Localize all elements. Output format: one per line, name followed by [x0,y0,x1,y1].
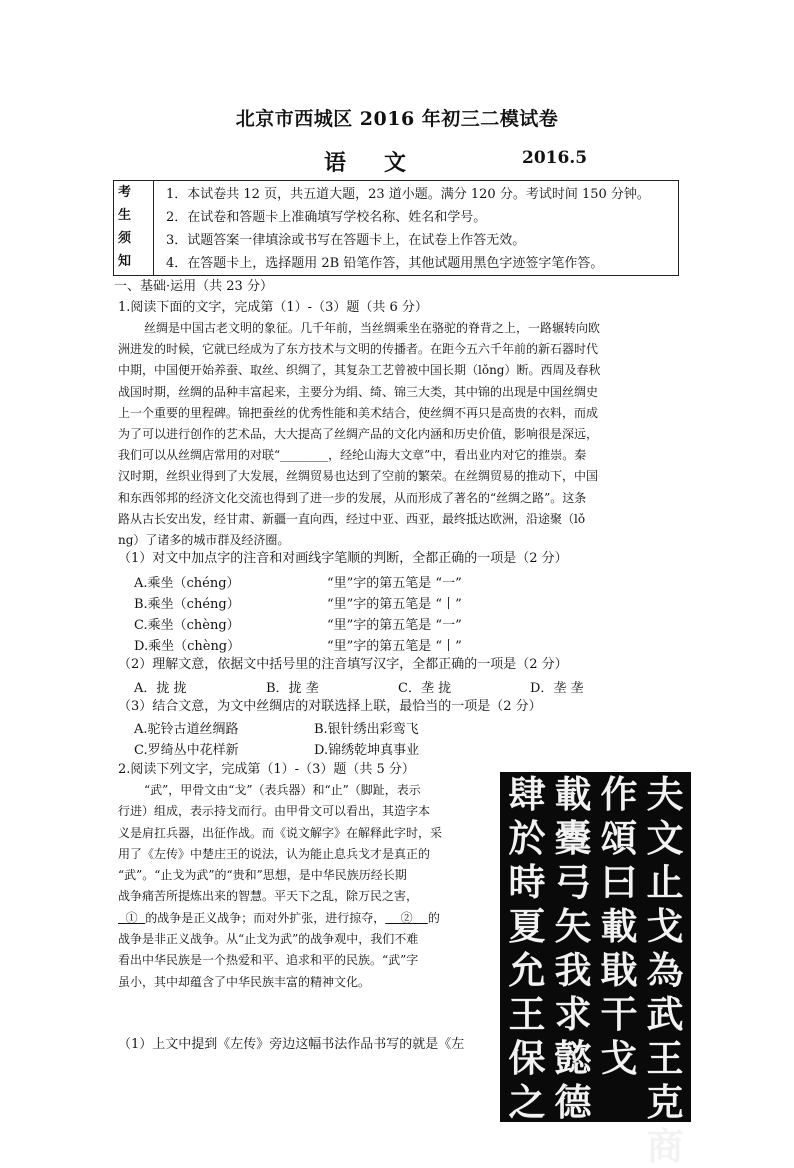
passage-line: 洲进发的时候，它就已经成为了东方技术与文明的传播者。在距今五六千年前的新石器时代 [118,342,599,357]
passage-line: “武”。“止戈为武”的“贵和”思想，是中华民族历经长期 [118,868,407,883]
notice-side-char: 考 [118,185,132,200]
option-c: C.罗绮丛中花样新 [134,743,239,758]
option-b: B．拢 垄 [266,681,319,696]
blank-1 [118,911,145,925]
notice-rule: 1．本试卷共 12 页，共五道大题，23 道小题。满分 120 分。考试时间 150 分钟。 [166,187,650,202]
passage-line: 上一个重要的里程碑。锦把蚕丝的优秀性能和美术结合，使丝绸不再只是高贵的衣料，而成 [118,405,599,420]
exam-date: 2016.5 [522,148,588,168]
option-a: A.乘坐（chéng） [134,576,240,591]
calligraphy-image [500,772,691,1168]
question-1-1: （1）对文中加点字的注音和对画线字笔顺的判断，全都正确的一项是（2 分） [118,551,568,566]
passage-line: 虽小，其中却蕴含了中华民族丰富的精神文化。 [118,974,371,989]
passage-1 [118,318,683,551]
calligraphy-column [504,772,550,1124]
question-2-1: （1）上文中提到《左传》旁边这幅书法作品书写的就是《左 [118,1037,465,1052]
passage-line-blanks: ① 的战争是正义战争；而对外扩张，进行掠夺， ② 的 [118,908,496,929]
blank-2 [385,911,428,925]
option-d: D．垄 垄 [530,681,584,696]
notice-side-char: 须 [118,231,132,246]
option-d: D.乘坐（chèng） [134,639,241,654]
passage-line: 行进）组成，表示持戈而行。由甲骨文可以看出，其造字本 [118,804,431,819]
passage-line: 和东西邻邦的经济文化交流也得到了进一步的发展，从而形成了著名的“丝绸之路”。这条 [118,490,587,505]
passage-line: 汉时期，丝织业得到了大发展，丝绸贸易也达到了空前的繁荣。在丝绸贸易的推动下，中国 [118,469,599,484]
passage-line: 丝绸是中国古老文明的象征。几千年前，当丝绸乘坐在骆驼的脊背之上，一路辗转向欧 [144,321,601,335]
notice-box [113,180,679,276]
passage-line: 战争是非正义战争。从“止戈为武”的战争观中，我们不难 [118,932,419,947]
option-b: B.乘坐（chéng） [134,597,240,612]
question-1-3: （3）结合文意，为文中丝绸店的对联选择上联，最恰当的一项是（2 分） [118,699,542,714]
question-1-2: （2）理解文意，依据文中括号里的注音填写汉字，全都正确的一项是（2 分） [118,657,568,672]
option-d: D.锦绣乾坤真事业 [314,743,420,758]
option-a-stroke: “里”字的第五笔是 “一” [327,576,462,591]
passage-line: 我们可以从丝绸店常用的对联“________，经纶山海大文章”中，看出业内对它的推崇。秦 [118,448,587,463]
option-b: B.银针绣出彩鸾飞 [314,722,419,737]
notice-side-label [114,181,154,275]
notice-side-char: 生 [118,208,132,223]
option-c: C.乘坐（chèng） [134,618,240,633]
passage-line: “武”，甲骨文由“戈”（表兵器）和“止”（脚趾，表示 [144,783,421,797]
blank-1-number: ① [125,910,138,925]
passage-2 [118,780,496,993]
passage-line: 看出中华民族是一个热爱和平、追求和平的民族。“武”字 [118,953,419,968]
question-1-stem: 1.阅读下面的文字，完成第（1）-（3）题（共 6 分） [118,300,428,315]
notice-side-char: 知 [118,254,132,269]
option-a: A.驼铃古道丝绸路 [134,722,239,737]
passage-line: 战争痛苦所提炼出来的智慧。平天下之乱，除万民之害， [118,889,419,904]
passage-line: 路从古长安出发，经甘肃、新疆一直向西，经过中亚、西亚，最终抵达欧洲，沿途聚（lǒ [118,511,586,526]
option-c-stroke: “里”字的第五笔是 “一” [327,618,462,633]
passage-line: 中期，中国便开始养蚕、取丝、织绸了，其复杂工艺曾被中国长期（lǒng）断。西周及春秋 [118,363,601,378]
calligraphy-text: 載 櫜 弓 矢 我 求 懿 德 [554,772,592,1124]
passage-line: 用了《左传》中楚庄王的说法，认为能止息兵戈才是真正的 [118,846,431,861]
calligraphy-text: 夫 文 止 戈 為 武 王 克 商 [646,772,684,1168]
calligraphy-text: 肆 於 時 夏 允 王 保 之 [508,772,546,1124]
option-d-stroke: “里”字的第五笔是 “丨” [327,639,462,654]
passage-line: 义是肩扛兵器，出征作战。而《说文解字》在解释此字时，采 [118,825,443,840]
passage-line: 战国时期，丝绸的品种丰富起来，主要分为绢、绮、锦三大类，其中锦的出现是中国丝绸史 [118,384,599,399]
passage-line: 为了可以进行创作的艺术品，大大提高了丝绸产品的文化内涵和历史价值，影响很是深远， [118,427,599,442]
option-b-stroke: “里”字的第五笔是 “丨” [327,597,462,612]
section-heading: 一、基础·运用（共 23 分） [114,279,273,294]
blank-2-number: ② [400,910,413,925]
calligraphy-column [642,772,688,1168]
calligraphy-column [596,772,642,1080]
notice-rules [166,183,674,275]
calligraphy-column [550,772,596,1124]
passage-line: ng）了诸多的城市群及经济圈。 [118,533,290,548]
calligraphy-text: 作 頌 曰 載 戢 干 戈 [600,772,638,1080]
notice-rule: 2．在试卷和答题卡上准确填写学校名称、姓名和学号。 [166,210,487,225]
option-c: C．垄 拢 [398,681,452,696]
question-2-stem: 2.阅读下列文字，完成第（1）-（3）题（共 5 分） [118,762,415,777]
notice-rule: 3．试题答案一律填涂或书写在答题卡上，在试卷上作答无效。 [166,233,526,248]
subject-label: 语文 [324,150,445,176]
notice-rule: 4．在答题卡上，选择题用 2B 铅笔作答，其他试题用黑色字迹签字笔作答。 [166,256,604,271]
option-a: A．拢 拢 [134,681,187,696]
page-title: 北京市西城区 2016 年初三二模试卷 [235,108,559,130]
